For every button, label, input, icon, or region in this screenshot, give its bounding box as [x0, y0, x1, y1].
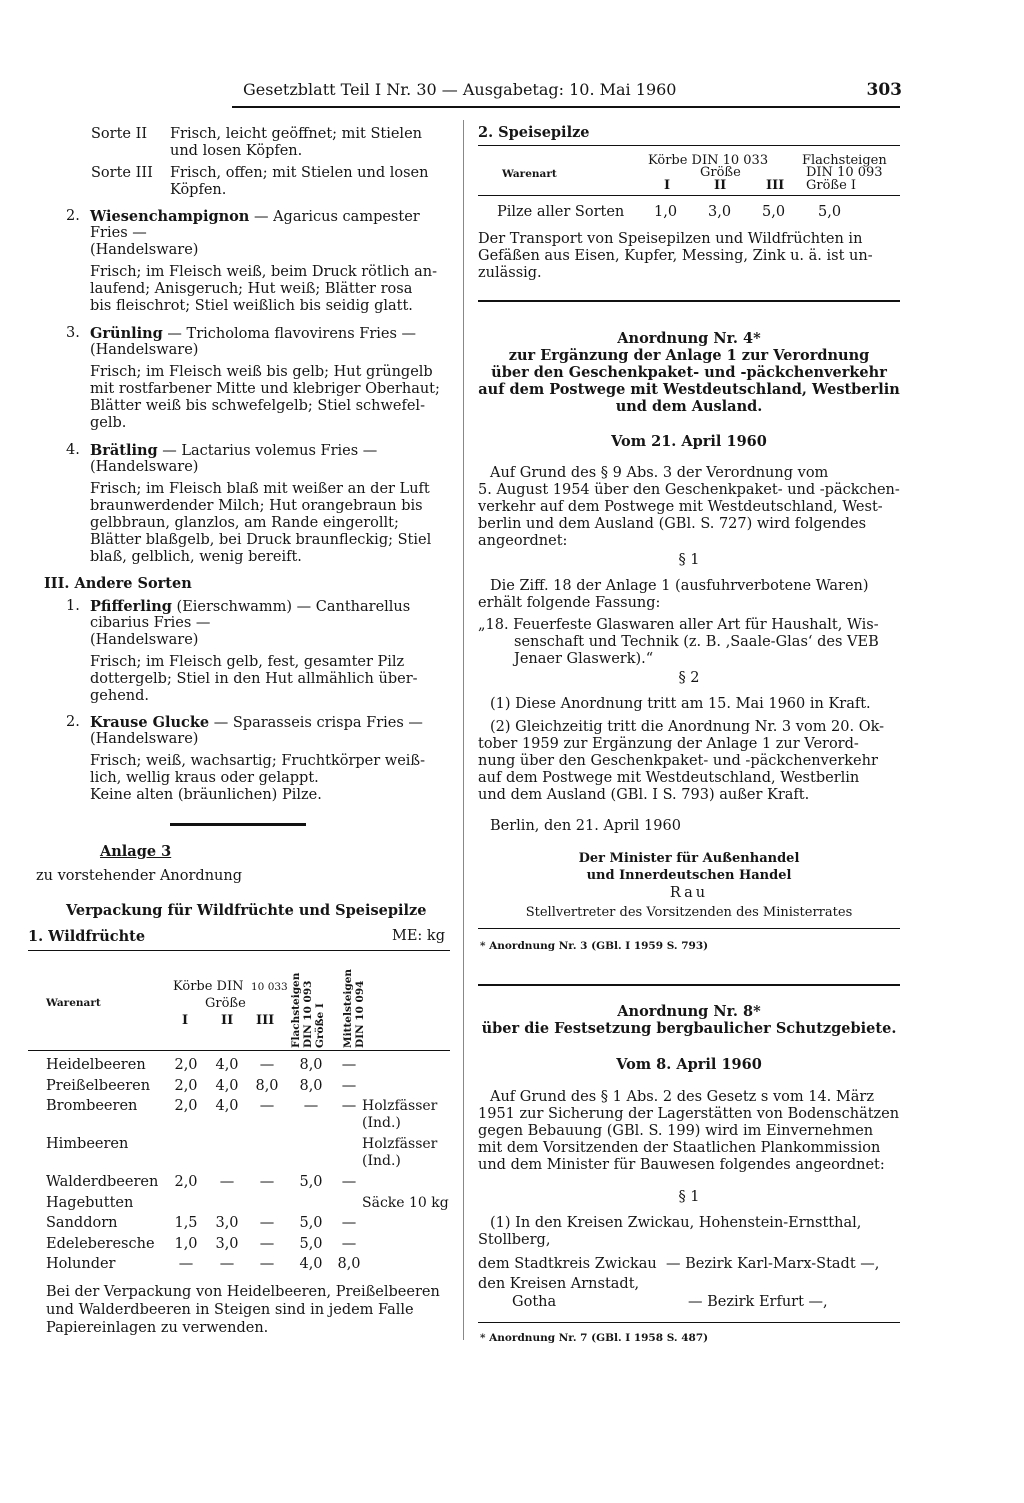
- item-heading: Brätling — Lactarius volemus Fries —: [90, 442, 378, 459]
- table2-col-flach-groesse: Größe I: [806, 178, 857, 193]
- ord8-title: über die Festsetzung bergbaulicher Schutzgebiete.: [481, 1020, 897, 1037]
- header-title: Gesetzblatt Teil I Nr. 30 — Ausgabetag: 10. Mai 1960: [243, 80, 677, 99]
- table-row-name: Brombeeren: [46, 1098, 138, 1114]
- item-line: cibarius Fries —: [90, 615, 211, 631]
- sorte3-label: Sorte III: [91, 165, 153, 181]
- ord8-district-line: — Bezirk Karl-Marx-Stadt —,: [666, 1256, 880, 1272]
- table-cell: 4,0: [299, 1256, 323, 1272]
- ord4-title: Anordnung Nr. 4*: [617, 330, 761, 347]
- table-cell: —: [341, 1077, 357, 1094]
- table2-col-flach-din: DIN 10 093: [806, 165, 883, 180]
- item-desc: Blätter weiß bis schwefelgelb; Stiel schwefel-: [90, 398, 425, 414]
- section-rule: [478, 300, 900, 302]
- table-cell: 2,0: [174, 1098, 198, 1114]
- table1-col-groesse: Größe: [205, 996, 246, 1011]
- table-cell: —: [219, 1256, 235, 1272]
- ord4-para1: § 1: [678, 552, 700, 568]
- table1-col-I: I: [182, 1013, 189, 1028]
- table1-col-din: 10 033: [251, 981, 288, 993]
- item-line: (Handelsware): [90, 242, 199, 258]
- speise-heading: 2. Speisepilze: [478, 124, 590, 141]
- table-row-note: [362, 1078, 452, 1099]
- table2-col-groesse: Größe: [700, 165, 741, 180]
- ord8-title: Anordnung Nr. 8*: [617, 1003, 761, 1020]
- item-desc: Frisch; im Fleisch weiß bis gelb; Hut grüngelb: [90, 364, 433, 380]
- ord4-intro: Auf Grund des § 9 Abs. 3 der Verordnung vom: [490, 465, 829, 481]
- ord4-title: zur Ergänzung der Anlage 1 zur Verordnung: [508, 347, 870, 364]
- item-number: 2.: [66, 208, 80, 224]
- table-cell: 2,0: [174, 1057, 198, 1073]
- closing-text: und Walderdbeeren in Steigen sind in jedem Falle: [46, 1302, 414, 1318]
- item-desc: Frisch; im Fleisch weiß, beim Druck rötlich an-: [90, 264, 437, 280]
- table-cell: 2,0: [174, 1077, 198, 1094]
- table-row-name: Hagebutten: [46, 1194, 134, 1211]
- table1-col-warenart: Warenart: [46, 997, 101, 1009]
- ord8-district-line: — Bezirk Erfurt —,: [688, 1294, 828, 1310]
- ord4-para2-text: tober 1959 zur Ergänzung der Anlage 1 zur Verord-: [478, 736, 859, 752]
- table-cell: [248, 1136, 286, 1174]
- table-cell: —: [341, 1235, 357, 1252]
- item-line: Fries —: [90, 225, 147, 241]
- table-cell: —: [341, 1057, 357, 1073]
- table-cell: 4,0: [215, 1057, 239, 1073]
- table2-col-III: III: [766, 178, 785, 193]
- table-row: [46, 1256, 452, 1277]
- ord4-place-date: Berlin, den 21. April 1960: [490, 818, 681, 834]
- item-heading: Grünling — Tricholoma flavovirens Fries —: [90, 325, 417, 342]
- table-cell: 3,0: [215, 1215, 239, 1231]
- table1-col-flach: DIN 10 093: [302, 980, 314, 1048]
- table-cell: —: [341, 1174, 357, 1190]
- table-cell: 4,0: [215, 1098, 239, 1114]
- ord4-intro: 5. August 1954 über den Geschenkpaket- und -päckchen-: [478, 482, 900, 498]
- item-desc: Frisch; weiß, wachsartig; Fruchtkörper weiß-: [90, 753, 426, 769]
- table-cell: 5,0: [299, 1215, 323, 1231]
- ord4-para2-text: (2) Gleichzeitig tritt die Anordnung Nr. 3 vom 20. Ok-: [490, 719, 885, 735]
- ord4-para2: § 2: [678, 670, 700, 686]
- item-desc: Blätter blaßgelb, bei Druck braunfleckig; Stiel: [90, 532, 432, 548]
- table2-row-name: Pilze aller Sorten: [497, 204, 625, 220]
- ord4-title: auf dem Postwege mit Westdeutschland, Westberlin: [478, 381, 900, 398]
- sorte3-text: Frisch, offen; mit Stielen und losen: [170, 165, 429, 181]
- table2-col-koerbe: Körbe DIN 10 033: [648, 153, 769, 168]
- table2-cell: 5,0: [762, 204, 786, 220]
- table-row-note: [362, 1215, 452, 1236]
- table-cell: [206, 1195, 248, 1216]
- ord4-quote: Jenaer Glaswerk).“: [514, 651, 654, 667]
- table-row-note: [362, 1174, 452, 1195]
- item-desc: Keine alten (bräunlichen) Pilze.: [90, 787, 322, 803]
- ord4-para1-text: Die Ziff. 18 der Anlage 1 (ausfuhrverbotene Waren): [490, 578, 869, 594]
- transport-text: Gefäßen aus Eisen, Kupfer, Messing, Zink u. ä. ist un-: [478, 248, 873, 264]
- footnote-rule: [478, 1322, 900, 1323]
- table-cell: 2,0: [174, 1174, 198, 1190]
- table-row-note: Holzfässer (Ind.): [362, 1136, 438, 1169]
- closing-text: Papiereinlagen zu verwenden.: [46, 1320, 269, 1336]
- table2-cell: 3,0: [708, 204, 732, 220]
- item-number: 4.: [66, 442, 80, 458]
- table-cell: 8,0: [337, 1256, 361, 1272]
- table2-header-rule: [478, 195, 900, 196]
- table-cell: 5,0: [299, 1235, 323, 1252]
- table2-col-warenart: Warenart: [502, 168, 557, 180]
- item-number: 3.: [66, 325, 80, 341]
- table1-col-flach: Flachsteigen: [290, 972, 302, 1048]
- anlage-subtitle: zu vorstehender Anordnung: [36, 868, 243, 884]
- table-row-note: [362, 1057, 452, 1078]
- page-header: [0, 80, 1024, 106]
- closing-text: Bei der Verpackung von Heidelbeeren, Preißelbeeren: [46, 1284, 440, 1300]
- table2-col-II: II: [714, 178, 727, 193]
- table2-col-flach: Flachsteigen: [802, 153, 887, 168]
- table-row: [46, 1078, 452, 1099]
- item-line: (Handelsware): [90, 342, 199, 358]
- table1-top-rule: [28, 950, 450, 951]
- table-row-name: Himbeeren: [46, 1136, 129, 1152]
- item-line: (Handelsware): [90, 459, 199, 475]
- item-desc: blaß, gelblich, wenig bereift.: [90, 549, 302, 565]
- table-cell: —: [341, 1215, 357, 1231]
- ord8-para1: § 1: [678, 1189, 700, 1205]
- footnote-rule: [478, 928, 900, 929]
- item-desc: dottergelb; Stiel in den Hut allmählich über-: [90, 671, 418, 687]
- ord4-signature-name: Rau: [669, 885, 709, 901]
- ord8-date: Vom 8. April 1960: [616, 1056, 762, 1073]
- table-row-name: Walderdbeeren: [46, 1174, 159, 1190]
- section-rule: [478, 984, 900, 986]
- ord4-quote: „18. Feuerfeste Glaswaren aller Art für Haushalt, Wis-: [478, 617, 879, 633]
- sorte2-text: Frisch, leicht geöffnet; mit Stielen: [170, 126, 422, 142]
- table-cell: [166, 1195, 206, 1216]
- item-line: (Handelsware): [90, 632, 199, 648]
- table1-col-flach: Größe I: [314, 1003, 326, 1048]
- ord8-intro: 1951 zur Sicherung der Lagerstätten von Bodenschätzen: [478, 1106, 900, 1122]
- table1-col-mittel: Mittelsteigen: [342, 968, 354, 1048]
- table1-col-koerbe: Körbe DIN: [173, 979, 244, 994]
- ord8-district-line: den Kreisen Arnstadt,: [478, 1276, 640, 1292]
- table-cell: [206, 1136, 248, 1174]
- table2-col-I: I: [664, 178, 671, 193]
- item-desc: gelbbraun, glanzlos, am Rande eingerollt;: [90, 515, 399, 531]
- table1: [46, 1057, 452, 1277]
- item-desc: laufend; Anisgeruch; Hut weiß; Blätter rosa: [90, 281, 413, 297]
- table-row: [46, 1195, 452, 1216]
- column-divider: [463, 120, 464, 1340]
- ord4-para2-text: nung über den Geschenkpaket- und -päckchenverkehr: [478, 753, 878, 769]
- ord4-minister: Der Minister für Außenhandel: [578, 851, 800, 866]
- table1-header-rule: [28, 1050, 450, 1051]
- unit-label: ME: kg: [392, 928, 445, 944]
- table-cell: 3,0: [215, 1235, 239, 1252]
- ord4-intro: angeordnet:: [478, 533, 568, 549]
- header-rule: [232, 106, 900, 108]
- table1-col-II: II: [221, 1013, 234, 1028]
- item-desc: gelb.: [90, 415, 127, 431]
- table-row-name: Sanddorn: [46, 1215, 118, 1231]
- table-row: [46, 1236, 452, 1257]
- sorte2-label: Sorte II: [91, 126, 148, 142]
- ord4-date: Vom 21. April 1960: [611, 433, 767, 450]
- ord8-intro: gegen Bebauung (GBl. S. 199) wird im Einvernehmen: [478, 1123, 874, 1139]
- ord8-intro: mit dem Vorsitzenden der Staatlichen Plankommission: [478, 1140, 881, 1156]
- ord4-footnote: * Anordnung Nr. 3 (GBl. I 1959 S. 793): [480, 940, 709, 952]
- ord8-para1-text: Stollberg,: [478, 1232, 551, 1248]
- table-cell: —: [178, 1256, 194, 1272]
- table-cell: [336, 1136, 362, 1174]
- table-cell: [248, 1195, 286, 1216]
- table2-cell: 1,0: [654, 204, 678, 220]
- ord4-para2-text: (1) Diese Anordnung tritt am 15. Mai 1960 in Kraft.: [490, 696, 871, 712]
- table-cell: —: [259, 1174, 275, 1190]
- item-heading: Krause Glucke — Sparasseis crispa Fries —: [90, 714, 423, 731]
- item-line: (Handelsware): [90, 731, 199, 747]
- ord4-para2-text: auf dem Postwege mit Westdeutschland, Westberlin: [478, 770, 860, 786]
- wild-heading: 1. Wildfrüchte: [28, 928, 146, 945]
- table-row-note: Holzfässer (Ind.): [362, 1098, 438, 1131]
- item-number: 2.: [66, 714, 80, 730]
- table-cell: —: [259, 1057, 275, 1073]
- ord4-role: Stellvertreter des Vorsitzenden des Ministerrates: [525, 905, 853, 920]
- table-row: [46, 1136, 452, 1174]
- ord4-quote: senschaft und Technik (z. B. ‚Saale-Glas‘ des VEB: [514, 634, 879, 650]
- table-cell: 5,0: [299, 1174, 323, 1190]
- ord8-district-line: Gotha: [512, 1294, 557, 1310]
- table-cell: [286, 1195, 336, 1216]
- table-cell: [166, 1136, 206, 1174]
- item-desc: lich, wellig kraus oder gelappt.: [90, 770, 319, 786]
- table-cell: —: [259, 1235, 275, 1252]
- table-row: [46, 1098, 452, 1136]
- item-desc: Frisch; im Fleisch blaß mit weißer an der Luft: [90, 481, 430, 497]
- ord8-footnote: * Anordnung Nr. 7 (GBl. I 1958 S. 487): [480, 1332, 709, 1344]
- item-number: 1.: [66, 598, 80, 614]
- table-cell: [336, 1195, 362, 1216]
- item-desc: gehend.: [90, 688, 150, 704]
- table-row-note: Säcke 10 kg: [362, 1194, 449, 1211]
- page-number: 303: [866, 80, 902, 100]
- table-cell: 8,0: [299, 1057, 323, 1073]
- ord4-para1-text: erhält folgende Fassung:: [478, 595, 661, 611]
- table-row-name: Edelebereschе: [46, 1235, 155, 1252]
- ord8-intro: Auf Grund des § 1 Abs. 2 des Gesetz s vom 14. März: [490, 1089, 874, 1105]
- ord4-minister: und Innerdeutschen Handel: [586, 868, 792, 883]
- transport-text: Der Transport von Speisepilzen und Wildfrüchten in: [478, 231, 863, 247]
- table-cell: —: [259, 1098, 275, 1114]
- table-cell: 1,5: [174, 1215, 198, 1231]
- ord4-intro: verkehr auf dem Postwege mit Westdeutschland, West-: [478, 499, 883, 515]
- table-cell: 4,0: [215, 1077, 239, 1094]
- ord8-district-line: dem Stadtkreis Zwickau: [478, 1256, 657, 1272]
- section-rule: [170, 823, 306, 826]
- table-row: [46, 1174, 452, 1195]
- table-cell: [286, 1136, 336, 1174]
- table-row-name: Heidelbeeren: [46, 1057, 146, 1073]
- transport-text: zulässig.: [478, 265, 542, 281]
- table-row-name: Holunder: [46, 1256, 116, 1272]
- table-cell: 1,0: [174, 1235, 198, 1252]
- section-heading: III. Andere Sorten: [44, 575, 192, 592]
- table-cell: 8,0: [255, 1077, 279, 1094]
- table-cell: —: [219, 1174, 235, 1190]
- verpackung-title: Verpackung für Wildfrüchte und Speisepilze: [66, 902, 427, 919]
- table-row: [46, 1215, 452, 1236]
- table-row-note: [362, 1256, 452, 1277]
- item-heading: Wiesenchampignon — Agaricus campester: [90, 208, 420, 225]
- item-desc: mit rostfarbener Mitte und klebriger Oberhaut;: [90, 381, 440, 397]
- table2-top-rule: [478, 145, 900, 146]
- anlage-title: Anlage 3: [100, 843, 172, 860]
- table1-col-mittel: DIN 10 094: [354, 980, 366, 1048]
- item-desc: Frisch; im Fleisch gelb, fest, gesamter Pilz: [90, 654, 405, 670]
- ord4-para2-text: und dem Ausland (GBl. I S. 793) außer Kraft.: [478, 787, 810, 803]
- sorte2-text: und losen Köpfen.: [170, 143, 303, 159]
- ord8-para1-text: (1) In den Kreisen Zwickau, Hohenstein-Ernstthal,: [490, 1215, 862, 1231]
- table-cell: —: [259, 1215, 275, 1231]
- ord4-title: und dem Ausland.: [615, 398, 763, 415]
- table-cell: 8,0: [299, 1077, 323, 1094]
- table1-col-III: III: [256, 1013, 275, 1028]
- item-heading: Pfifferling (Eierschwamm) — Cantharellus: [90, 598, 411, 615]
- table-row-note: [362, 1236, 452, 1257]
- ord4-title: über den Geschenkpaket- und -päckchenverkehr: [491, 364, 887, 381]
- table-cell: —: [259, 1256, 275, 1272]
- table-cell: —: [303, 1098, 319, 1114]
- sorte3-text: Köpfen.: [170, 182, 227, 198]
- table-row: [46, 1057, 452, 1078]
- table2-cell: 5,0: [818, 204, 842, 220]
- item-desc: bis fleischrot; Stiel weißlich bis seidig glatt.: [90, 298, 413, 314]
- table-cell: —: [341, 1098, 357, 1114]
- ord8-intro: und dem Minister für Bauwesen folgendes angeordnet:: [478, 1157, 885, 1173]
- table-row-name: Preißelbeeren: [46, 1077, 151, 1094]
- item-desc: braunwerdender Milch; Hut orangebraun bis: [90, 498, 423, 514]
- ord4-intro: berlin und dem Ausland (GBl. S. 727) wird folgendes: [478, 516, 867, 532]
